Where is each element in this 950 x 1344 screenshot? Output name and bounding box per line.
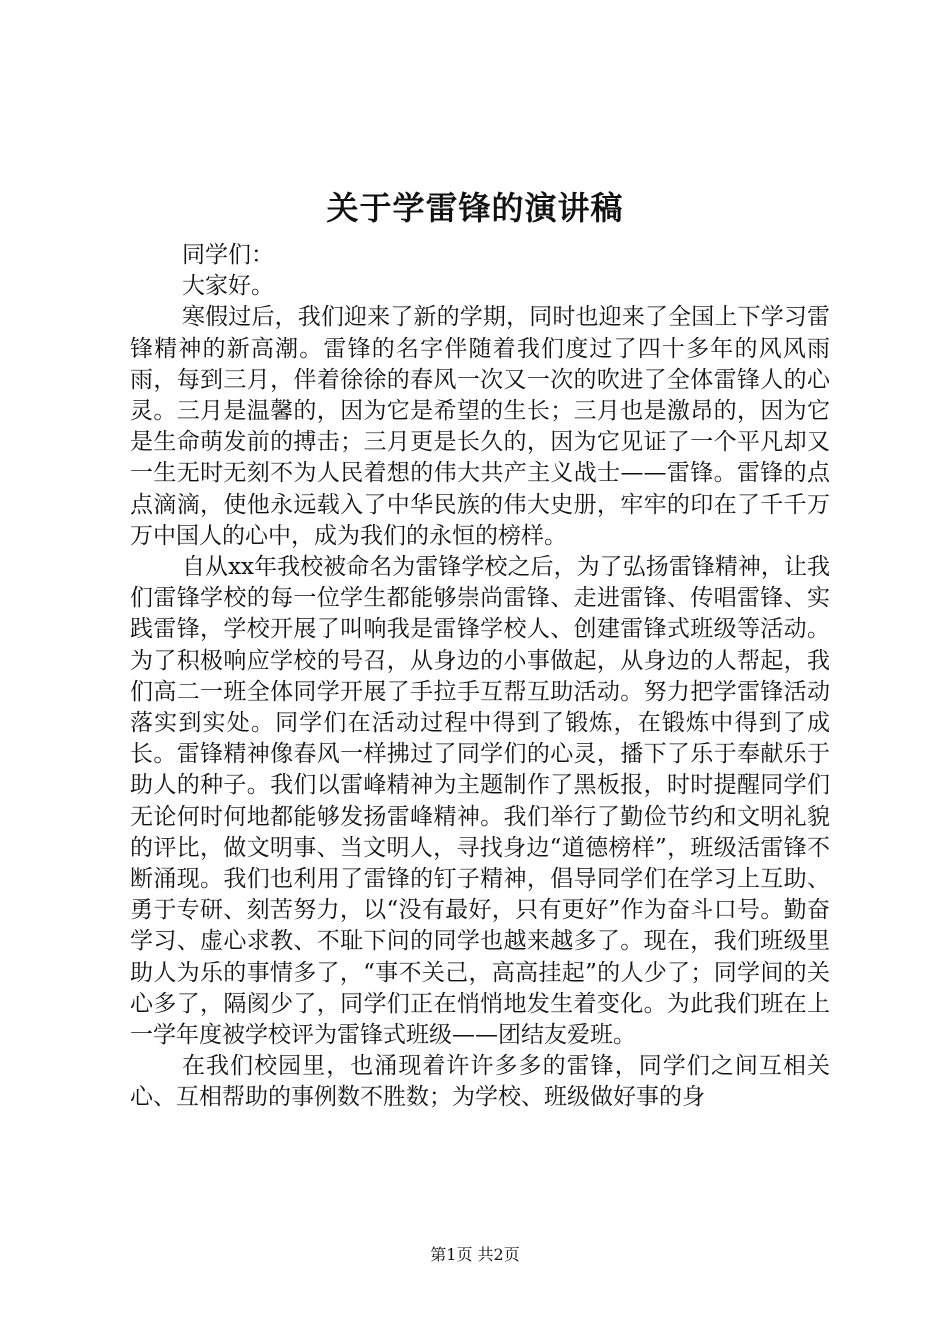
greeting: 大家好。 xyxy=(182,273,274,300)
salutation: 同学们： xyxy=(182,242,274,268)
body-paragraph: 自从xx年我校被命名为雷锋学校之后，为了弘扬雷锋精神，让我们雷锋学校的每一位学生都能够崇尚雷锋、走进雷锋、传唱雷锋、实践雷锋，学校开展了叫响我是雷锋学校人、创建雷锋式班级等活动。为了积极响应学校的号召，从身边的小事做起，从身边的人帮起，我们高二一班全体同学开展了手拉手互帮互助活动。努力把学雷锋活动落实到实处。同学们在活动过程中得到了锻炼，在锻炼中得到了成长。雷锋精神像春风一样拂过了同学们的心灵，播下了乐于奉献乐于助人的种子。我们以雷峰精神为主题制作了黑板报，时时提醒同学们无论何时何地都能够发扬雷峰精神。我们举行了勤俭节约和文明礼貌的评比，做文明事、当文明人，寻找身边“道德榜样”，班级活雷锋不断涌现。我们也利用了雷锋的钉子精神，倡导同学们在学习上互助、勇于专研、刻苦努力，以“没有最好，只有更好”作为奋斗口号。勤奋学习、虚心求教、不耻下问的同学也越来越多了。现在，我们班级里助人为乐的事情多了，“事不关己，高高挂起”的人少了；同学间的关心多了，隔阂少了，同学们正在悄悄地发生着变化。为此我们班在上一学年度被学校评为雷锋式班级——团结友爱班。 xyxy=(130,554,830,1049)
page-number-footer: 第1页 共2页 xyxy=(430,1245,520,1264)
document-body xyxy=(130,240,830,1114)
body-paragraph: 在我们校园里，也涌现着许许多多的雷锋，同学们之间互相关心、互相帮助的事例数不胜数；为学校、班级做好事的身 xyxy=(130,1053,830,1111)
document-title: 关于学雷锋的演讲稿 xyxy=(326,189,624,227)
body-paragraph: 寒假过后，我们迎来了新的学期，同时也迎来了全国上下学习雷锋精神的新高潮。雷锋的名字伴随着我们度过了四十多年的风风雨雨，每到三月，伴着徐徐的春风一次又一次的吹进了全体雷锋人的心灵。三月是温馨的，因为它是希望的生长；三月也是激昂的，因为它是生命萌发前的搏击；三月更是长久的，因为它见证了一个平凡却又一生无时无刻不为人民着想的伟大共产主义战士——雷锋。雷锋的点点滴滴，使他永远载入了中华民族的伟大史册，牢牢的印在了千千万万中国人的心中，成为我们的永恒的榜样。 xyxy=(130,304,830,549)
